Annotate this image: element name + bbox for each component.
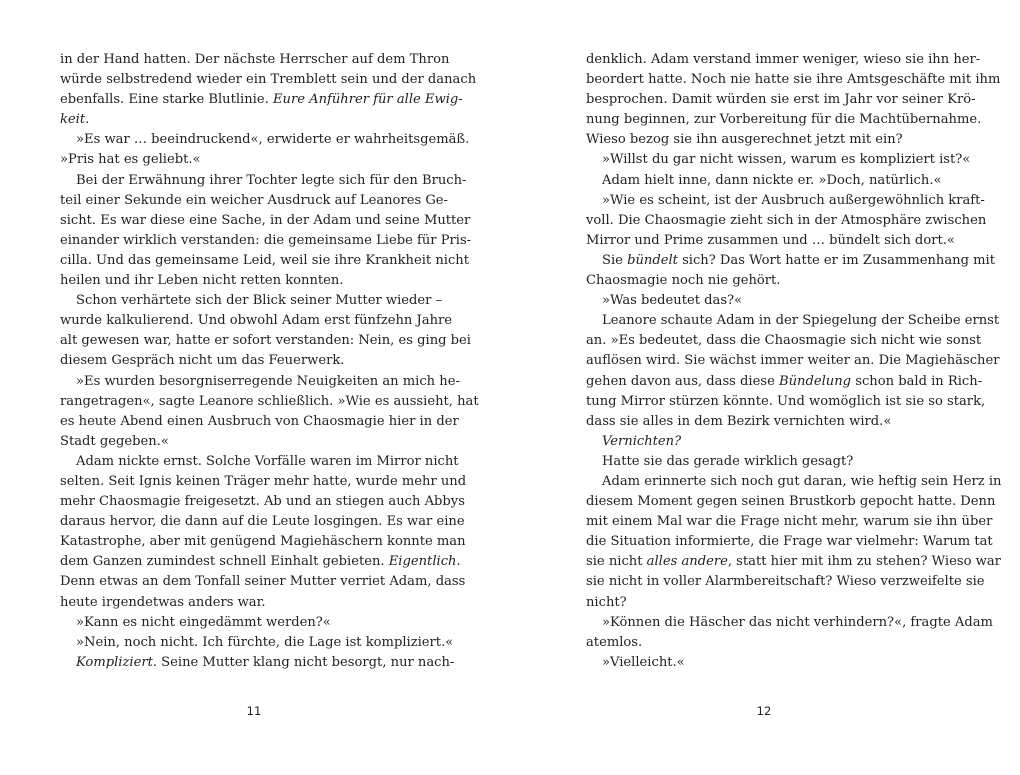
text-segment: sie nicht in voller Alarmbereitschaft? Wieso verzweifelte sie bbox=[586, 574, 985, 590]
text-segment: sich? Das Wort hatte er im Zusammenhang mit bbox=[677, 252, 996, 268]
text-line bbox=[60, 472, 467, 492]
text-segment: . bbox=[456, 554, 461, 570]
text-line bbox=[60, 251, 469, 271]
text-segment: gehen davon aus, dass diese bbox=[586, 373, 779, 389]
italic-text: Eigentlich bbox=[388, 554, 457, 570]
text-line bbox=[60, 633, 454, 653]
right-page-text bbox=[586, 50, 1002, 673]
text-segment: voll. Die Chaosmagie zieht sich in der Atmosphäre zwischen bbox=[586, 212, 987, 228]
text-line bbox=[60, 492, 465, 512]
text-segment: Adam erinnerte sich noch gut daran, wie heftig sein Herz in bbox=[602, 473, 1002, 489]
italic-text: Eure Anführer für alle Ewig- bbox=[272, 92, 463, 108]
text-segment: besprochen. Damit würden sie erst im Jahr vor seiner Krö- bbox=[586, 92, 976, 108]
text-line bbox=[586, 613, 993, 633]
text-line bbox=[60, 70, 477, 90]
text-segment: selten. Seit Ignis keinen Träger mehr hatte, wurde mehr und bbox=[60, 473, 467, 489]
text-segment: auflösen wird. Sie wächst immer weiter an. Die Magiehäscher bbox=[586, 353, 1000, 369]
text-segment: Adam nickte ernst. Solche Vorfälle waren im Mirror nicht bbox=[76, 453, 459, 469]
text-line bbox=[586, 50, 981, 70]
italic-text: Kompliziert. bbox=[76, 654, 158, 670]
text-segment: die Situation informierte, die Frage war vielmehr: Warum tat bbox=[586, 534, 993, 550]
text-segment: diesem Moment gegen seinen Brustkorb gepocht hatte. Denn bbox=[586, 494, 996, 510]
text-segment: »Vielleicht.« bbox=[602, 654, 685, 670]
text-line bbox=[586, 251, 996, 271]
text-segment: Schon verhärtete sich der Blick seiner Mutter wieder – bbox=[76, 293, 443, 309]
text-segment: »Willst du gar nicht wissen, warum es kompliziert ist?« bbox=[602, 152, 971, 168]
text-segment: rangetragen«, sagte Leanore schließlich. »Wie es aussieht, hat bbox=[60, 393, 479, 409]
text-line bbox=[60, 130, 470, 150]
text-line bbox=[586, 150, 971, 170]
text-line bbox=[60, 432, 440, 452]
text-line bbox=[60, 271, 440, 291]
text-segment: denklich. Adam verstand immer weniger, wieso sie ihn her- bbox=[586, 52, 981, 67]
text-line bbox=[60, 572, 466, 592]
text-line bbox=[60, 372, 460, 392]
text-line bbox=[586, 412, 953, 432]
text-segment: würde selbstredend wieder ein Tremblett sein und der danach bbox=[60, 72, 477, 88]
text-line bbox=[586, 311, 1000, 331]
text-segment: Bei der Erwähnung ihrer Tochter legte sich für den Bruch- bbox=[76, 172, 467, 188]
text-segment: , statt hier mit ihm zu stehen? Wieso war bbox=[727, 554, 1001, 570]
text-line bbox=[60, 211, 471, 231]
text-line bbox=[586, 633, 953, 653]
text-line bbox=[60, 512, 465, 532]
text-segment: sie nicht bbox=[586, 554, 647, 570]
text-line bbox=[60, 331, 471, 351]
text-segment: in der Hand hatten. Der nächste Herrscher auf dem Thron bbox=[60, 52, 450, 67]
text-line bbox=[60, 191, 448, 211]
text-segment: Katastrophe, aber mit genügend Magiehäschern konnte man bbox=[60, 534, 466, 550]
text-segment: Chaosmagie noch nie gehört. bbox=[586, 273, 781, 289]
text-line bbox=[586, 512, 993, 532]
text-segment: cilla. Und das gemeinsame Leid, weil sie ihre Krankheit nicht bbox=[60, 252, 469, 268]
page-number-right: 12 bbox=[756, 704, 772, 718]
text-segment: Seine Mutter klang nicht besorgt, nur nach- bbox=[157, 654, 455, 670]
left-page-text bbox=[60, 50, 479, 673]
text-line bbox=[60, 90, 463, 110]
text-segment: Stadt gegeben.« bbox=[60, 433, 169, 449]
text-line bbox=[60, 552, 461, 572]
text-line bbox=[60, 452, 459, 472]
text-line bbox=[60, 613, 440, 633]
text-line bbox=[586, 231, 953, 251]
text-line bbox=[586, 191, 985, 211]
text-line bbox=[60, 532, 466, 552]
text-line bbox=[586, 171, 953, 191]
text-line bbox=[586, 492, 996, 512]
text-segment: mehr Chaosmagie freigesetzt. Ab und an stiegen auch Abbys bbox=[60, 494, 465, 510]
text-segment: einander wirklich verstanden: die gemeinsame Liebe für Pris- bbox=[60, 232, 472, 248]
text-segment: »Können die Häscher das nicht verhindern?«, fragte Adam bbox=[602, 614, 993, 630]
text-line bbox=[586, 532, 993, 552]
text-line bbox=[586, 110, 982, 130]
text-line bbox=[586, 291, 953, 311]
text-segment: »Es wurden besorgniserregende Neuigkeiten an mich he- bbox=[76, 373, 460, 389]
text-segment: sicht. Es war diese eine Sache, in der Adam und seine Mutter bbox=[60, 212, 471, 228]
text-segment: nicht? bbox=[586, 594, 627, 610]
text-segment: »Nein, noch nicht. Ich fürchte, die Lage ist kompliziert.« bbox=[76, 634, 454, 650]
text-line bbox=[586, 211, 987, 231]
italic-text: alles andere bbox=[646, 554, 728, 570]
italic-text: bündelt bbox=[627, 252, 678, 268]
text-line bbox=[60, 50, 450, 70]
text-segment: Mirror und Prime zusammen und … bündelt sich dort.« bbox=[586, 232, 955, 248]
text-line bbox=[586, 452, 953, 472]
text-segment: »Wie es scheint, ist der Ausbruch außergewöhnlich kraft- bbox=[602, 192, 985, 208]
text-line bbox=[60, 150, 440, 170]
text-line bbox=[60, 593, 440, 613]
text-segment: Leanore schaute Adam in der Spiegelung der Scheibe ernst bbox=[602, 313, 1000, 329]
text-line bbox=[60, 291, 443, 311]
text-segment: Adam hielt inne, dann nickte er. »Doch, natürlich.« bbox=[602, 172, 942, 188]
text-line bbox=[60, 171, 467, 191]
text-segment: teil einer Sekunde ein weicher Ausdruck auf Leanores Ge- bbox=[60, 192, 448, 208]
text-segment: »Was bedeutet das?« bbox=[602, 293, 743, 309]
text-segment: daraus hervor, die dann auf die Leute losgingen. Es war eine bbox=[60, 514, 465, 530]
text-segment: schon bald in Rich- bbox=[851, 373, 983, 389]
text-segment: dem Ganzen zumindest schnell Einhalt gebieten. bbox=[60, 554, 389, 570]
text-line bbox=[586, 472, 1002, 492]
text-segment: nung beginnen, zur Vorbereitung für die Machtübernahme. bbox=[586, 112, 982, 128]
text-line bbox=[60, 653, 455, 673]
text-segment: Hatte sie das gerade wirklich gesagt? bbox=[602, 453, 854, 469]
text-line bbox=[586, 351, 1000, 371]
text-line bbox=[60, 231, 472, 251]
italic-text: Vernichten? bbox=[602, 433, 682, 449]
text-segment: Wieso bezog sie ihn ausgerechnet jetzt mit ein? bbox=[586, 132, 903, 148]
text-segment: atemlos. bbox=[586, 634, 643, 650]
text-line bbox=[586, 130, 953, 150]
text-line bbox=[60, 311, 453, 331]
text-line bbox=[586, 331, 982, 351]
text-line bbox=[586, 372, 983, 392]
text-segment: mit einem Mal war die Frage nicht mehr, warum sie ihn über bbox=[586, 514, 993, 530]
page-number-left: 11 bbox=[246, 704, 262, 718]
text-line bbox=[586, 593, 953, 613]
text-line bbox=[586, 572, 985, 592]
text-line bbox=[586, 70, 1001, 90]
text-segment: »Pris hat es geliebt.« bbox=[60, 152, 201, 168]
text-segment: heute irgendetwas anders war. bbox=[60, 594, 266, 610]
text-segment: alt gewesen war, hatte er sofort verstanden: Nein, es ging bei bbox=[60, 333, 471, 349]
text-segment: »Kann es nicht eingedämmt werden?« bbox=[76, 614, 331, 630]
text-segment: wurde kalkulierend. Und obwohl Adam erst fünfzehn Jahre bbox=[60, 313, 453, 329]
text-line bbox=[60, 392, 479, 412]
text-segment: beordert hatte. Noch nie hatte sie ihre Amtsgeschäfte mit ihm bbox=[586, 72, 1001, 88]
text-line bbox=[586, 552, 1001, 572]
italic-text: Bündelung bbox=[779, 373, 852, 389]
text-segment: Sie bbox=[602, 252, 628, 268]
text-segment: diesem Gespräch nicht um das Feuerwerk. bbox=[60, 353, 345, 369]
text-segment: ebenfalls. Eine starke Blutlinie. bbox=[60, 92, 273, 108]
text-segment: »Es war … beeindruckend«, erwiderte er wahrheitsgemäß. bbox=[76, 132, 470, 148]
text-segment: heilen und ihr Leben nicht retten konnten. bbox=[60, 273, 344, 289]
text-line bbox=[60, 351, 440, 371]
text-line bbox=[586, 271, 953, 291]
text-segment: an. »Es bedeutet, dass die Chaosmagie sich nicht wie sonst bbox=[586, 333, 982, 349]
text-segment: Denn etwas an dem Tonfall seiner Mutter verriet Adam, dass bbox=[60, 574, 466, 590]
text-line bbox=[60, 412, 459, 432]
text-line bbox=[586, 432, 953, 452]
text-line bbox=[586, 653, 953, 673]
text-line bbox=[60, 110, 440, 130]
italic-text: keit. bbox=[60, 112, 90, 128]
text-segment: dass sie alles in dem Bezirk vernichten wird.« bbox=[586, 413, 892, 429]
text-segment: tung Mirror stürzen könnte. Und womöglich ist sie so stark, bbox=[586, 393, 986, 409]
text-segment: es heute Abend einen Ausbruch von Chaosmagie hier in der bbox=[60, 413, 459, 429]
text-line bbox=[586, 90, 976, 110]
text-line bbox=[586, 392, 986, 412]
